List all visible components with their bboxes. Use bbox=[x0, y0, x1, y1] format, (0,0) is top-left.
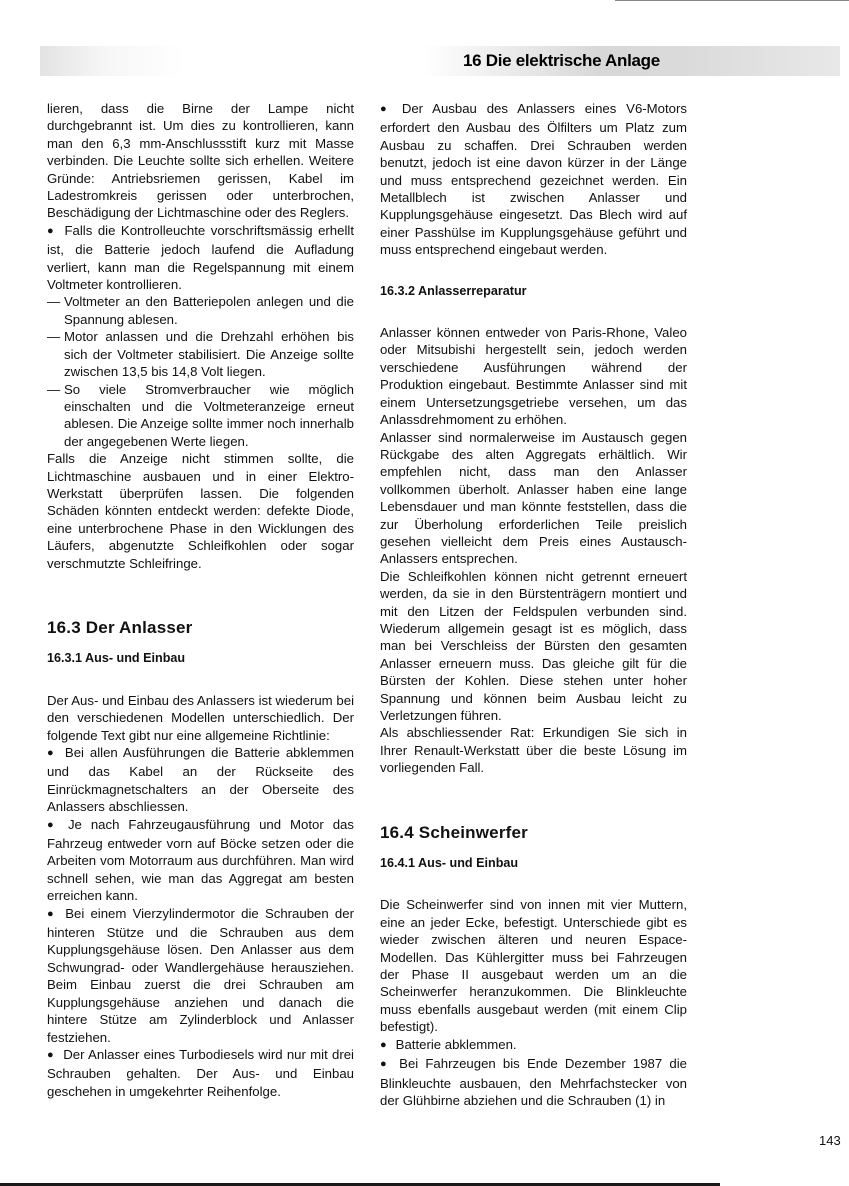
subsection-heading: 16.4.1 Aus- und Einbau bbox=[380, 856, 519, 871]
bullet-item: ● Je nach Fahrzeugausführung und Motor das Fahrzeug entweder vorn auf Böcke setzen oder die Arbeiten vom Motorraum aus durchführen. Man wird schnell sehen, wie man das Aggregat am besten erreichen kann. bbox=[47, 816, 354, 905]
top-rule bbox=[615, 0, 849, 1]
paragraph: Anlasser sind normalerweise im Austausch gegen Rückgabe des alten Aggregats erhältlich. Wir empfehlen nicht, dass man den Anlasser vollkommen überholt. Anlasser haben eine lange Lebensdauer und man könnte feststellen, dass die zur Überholung erforderlichen Teile preislich gesehen vielleicht dem Preis eines Austausch-Anlassers entsprechen. bbox=[380, 429, 687, 567]
paragraph: Der Aus- und Einbau des Anlassers ist wiederum bei den verschiedenen Modellen unterschiedlich. Der folgende Text gibt nur eine allgemeine Richtlinie: bbox=[47, 692, 354, 743]
paragraph: Die Schleifkohlen können nicht getrennt erneuert werden, da sie in den Bürstenträgern montiert und mit den Litzen der Feldspulen verbunden sind. Wiederum allgemein gesagt ist es möglich, dass man bei Verschleiss der Bürsten den gesamten Anlasser erneuern muss. Das gleiche gilt für die Bürsten der Kohlen. Diese stehen unter hoher Spannung und können beim Ausbau leicht zu Verletzungen führen. bbox=[380, 568, 687, 723]
dash-item bbox=[47, 381, 354, 451]
bullet-item: ● Falls die Kontrolleuchte vorschriftsmässig erhellt ist, die Batterie jedoch laufend die Aufladung verliert, kann man die Regelspannung mit einem Voltmeter kontrollieren. bbox=[47, 222, 354, 294]
bullet-item: ● Bei Fahrzeugen bis Ende Dezember 1987 die Blinkleuchte ausbauen, den Mehrfachstecker von der Glühbirne abziehen und die Schrauben (1) in bbox=[380, 1055, 687, 1109]
section-heading: 16.4 Scheinwerfer bbox=[380, 822, 528, 842]
dash-text: Motor anlassen und die Drehzahl erhöhen bis sich der Voltmeter stabilisiert. Die Anzeige sollte zwischen 13,5 bis 14,8 Volt liegen. bbox=[64, 329, 354, 380]
bullet-item: ● Bei allen Ausführungen die Batterie abklemmen und das Kabel an der Rückseite des Einrückmagnetschalters an der Oberseite des Anlassers abschliessen. bbox=[47, 744, 354, 816]
right-column bbox=[380, 100, 687, 1109]
dash-text: Voltmeter an den Batteriepolen anlegen und die Spannung ablesen. bbox=[64, 294, 354, 327]
dash-marker: — bbox=[47, 294, 61, 310]
dash-text: So viele Stromverbraucher wie möglich einschalten und die Voltmeteranzeige erneut ablesen. Die Anzeige sollte immer noch innerhalb der angegebenen Werte liegen. bbox=[64, 381, 354, 449]
bullet-item: ● Batterie abklemmen. bbox=[380, 1036, 687, 1055]
paragraph: lieren, dass die Birne der Lampe nicht durchgebrannt ist. Um dies zu kontrollieren, kann man den 6,3 mm-Anschlussstift kurz mit Masse verbinden. Die Leuchte sollte sich erhellen. Weitere Gründe: Antriebsriemen gerissen, Kabel im Ladestromkreis gerissen oder unterbrochen, Beschädigung der Lichtmaschine oder des Reglers. bbox=[47, 101, 354, 221]
subsection-heading: 16.3.2 Anlasserreparatur bbox=[380, 283, 527, 298]
paragraph: Falls die Anzeige nicht stimmen sollte, die Lichtmaschine ausbauen und in einer Elektro-Werkstatt überprüfen lassen. Die folgenden Schäden könnten entdeckt werden: defekte Diode, eine unterbrochene Phase in den Wicklungen des Läufers, abgenutzte Schleifkohlen oder sogar verschmutzte Schleifringe. bbox=[47, 451, 354, 571]
paragraph: Die Scheinwerfer sind von innen mit vier Muttern, eine an jeder Ecke, befestigt. Unterschiede gibt es wieder zwischen älteren und neuren Espace-Modellen. Das Kühlergitter muss bei Fahrzeugen der Phase II ausgebaut werden um an die Scheinwerfer heranzukommen. Die Blinkleuchte muss ebenfalls ausgebaut werden (mit einem Clip befestigt). bbox=[380, 897, 687, 1035]
bullet-item: ● Der Ausbau des Anlassers eines V6-Motors erfordert den Ausbau des Ölfilters um Platz zum Ausbau zu schaffen. Drei Schrauben werden benutzt, jedoch ist eine davon kürzer in der Länge und muss entsprechend gezeichnet werden. Ein Metallblech ist zwischen Anlasser und Kupplungsgehäuse eingesetzt. Das Blech wird auf einer Passhülse im Kupplungsgehäuse geführt und muss entsprechend eingebaut werden. bbox=[380, 100, 687, 259]
header-band bbox=[40, 46, 840, 76]
subsection-heading: 16.3.1 Aus- und Einbau bbox=[47, 651, 186, 666]
dash-item bbox=[47, 293, 354, 328]
paragraph: Anlasser können entweder von Paris-Rhone, Valeo oder Mitsubishi hergestellt sein, jedoch werden verschiedene Ausführungen während der Produktion eingebaut. Bestimmte Anlasser sind mit einem Untersetzungsgetriebe versehen, um das Anlassdrehmoment zu erhöhen. bbox=[380, 325, 687, 428]
page-number: 143 bbox=[819, 1133, 841, 1148]
dash-item bbox=[47, 328, 354, 380]
section-heading: 16.3 Der Anlasser bbox=[47, 617, 193, 637]
paragraph: Als abschliessender Rat: Erkundigen Sie sich in Ihrer Renault-Werkstatt über die beste Lösung im vorliegenden Fall. bbox=[380, 725, 687, 776]
left-column bbox=[47, 100, 354, 1100]
dash-marker: — bbox=[47, 381, 61, 397]
dash-marker: — bbox=[47, 329, 61, 345]
chapter-header: 16 Die elektrische Anlage bbox=[463, 51, 660, 70]
bullet-item: ● Der Anlasser eines Turbodiesels wird nur mit drei Schrauben gehalten. Der Aus- und Einbau geschehen in umgekehrter Reihenfolge. bbox=[47, 1046, 354, 1100]
bullet-item: ● Bei einem Vierzylindermotor die Schrauben der hinteren Stütze und die Schrauben aus dem Kupplungsgehäuse lösen. Den Anlasser aus dem Schwungrad- oder Wandlergehäuse herausziehen. Beim Einbau zuerst die drei Schrauben am Kupplungsgehäuse anziehen und danach die hintere Stütze am Zylinderblock und Anlasser festziehen. bbox=[47, 905, 354, 1046]
